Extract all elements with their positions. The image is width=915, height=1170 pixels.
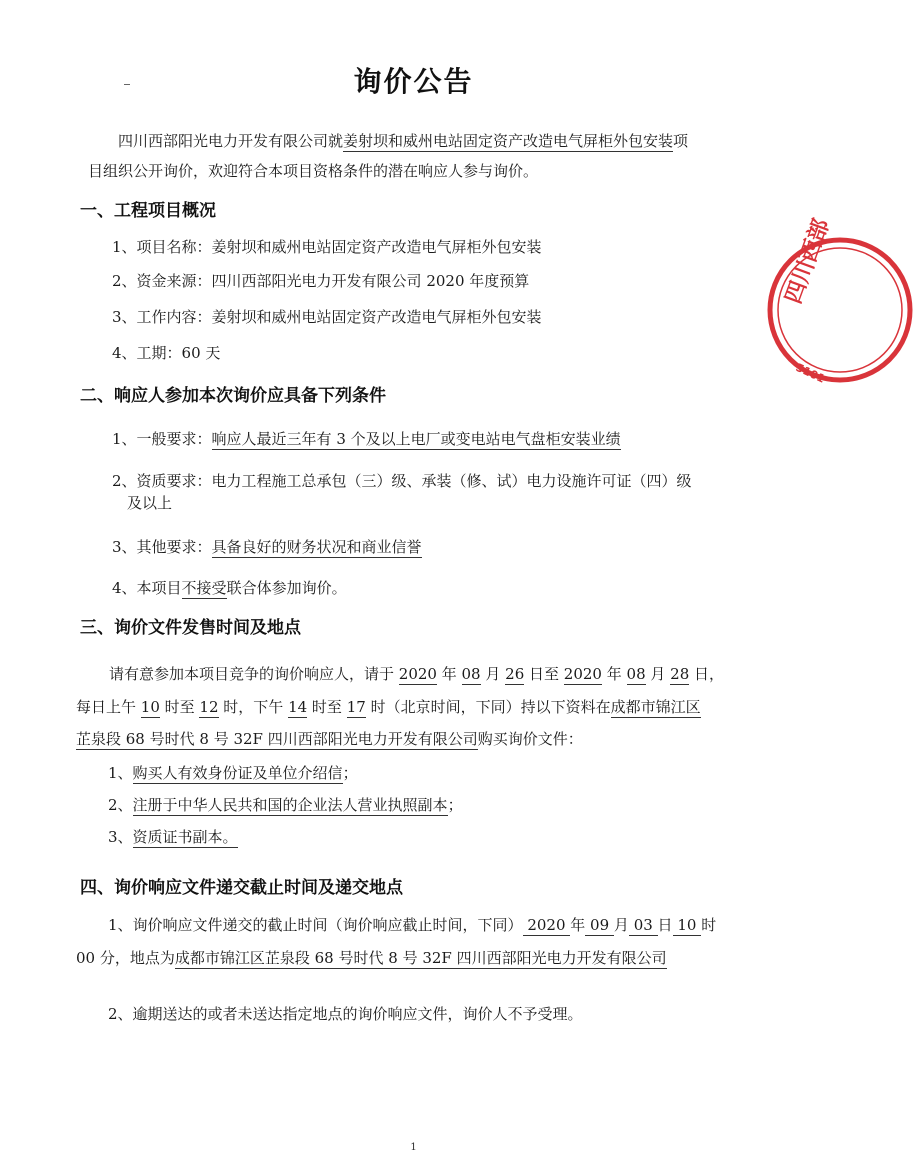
section-1-item-2: 2、资金来源：四川西部阳光电力开发有限公司 2020 年度预算 (112, 272, 530, 290)
company-seal (765, 215, 915, 386)
intro-line-2: 目组织公开询价，欢迎符合本项目资格条件的潜在响应人参与询价。 (88, 162, 539, 180)
section-2-item-2-line-1: 2、资质要求：电力工程施工总承包（三）级、承装（修、试）电力设施许可证（四）级 (112, 472, 692, 490)
section-3-para-line-1: 请有意参加本项目竞争的询价响应人，请于 2020 年 08 月 26 日至 2020 年 08 月 28 日， (109, 665, 725, 683)
section-2-item-2-line-2: 及以上 (127, 494, 173, 512)
section-3-item-3: 3、资质证书副本。 (108, 828, 238, 846)
section-2-item-3: 3、其他要求：具备良好的财务状况和商业信誉 (112, 538, 422, 556)
section-2-item-1: 1、一般要求：响应人最近三年有 3 个及以上电厂或变电站电气盘柜安装业绩 (112, 430, 621, 448)
seal-text: 四川西部 (781, 215, 835, 308)
page-number: 1 (410, 1142, 417, 1153)
seal-outer-ring (770, 240, 910, 380)
section-1-item-1: 1、项目名称：姜射坝和威州电站固定资产改造电气屏柜外包安装 (112, 238, 542, 256)
project-name-underlined: 姜射坝和威州电站固定资产改造电气屏柜外包安装 (343, 132, 674, 150)
section-1-item-4: 4、工期：60 天 (112, 344, 221, 362)
section-3-item-1: 1、购买人有效身份证及单位介绍信； (108, 764, 358, 782)
sale-address: 芷泉段 68 号时代 8 号 32F 四川西部阳光电力开发有限公司 (76, 730, 478, 748)
section-4-para-line-1: 1、询价响应文件递交的截止时间（询价响应截止时间，下同） 2020 年 09 月 03 日 10 时 (108, 916, 717, 934)
section-2-item-4: 4、本项目不接受联合体参加询价。 (112, 579, 347, 597)
section-4-heading: 四、询价响应文件递交截止时间及递交地点 (80, 878, 403, 898)
section-1-heading: 一、工程项目概况 (80, 201, 216, 221)
seal-code: 5101 (793, 360, 827, 386)
section-4-para-line-2: 00 分，地点为成都市锦江区芷泉段 68 号时代 8 号 32F 四川西部阳光电力开发有限公司 (76, 949, 667, 967)
submission-address: 成都市锦江区芷泉段 68 号时代 8 号 32F 四川西部阳光电力开发有限公司 (174, 949, 667, 967)
page-title: 询价公告 (353, 65, 474, 98)
intro-line-1: 四川西部阳光电力开发有限公司就姜射坝和威州电站固定资产改造电气屏柜外包安装项 (118, 132, 689, 150)
section-2-heading: 二、响应人参加本次询价应具备下列条件 (80, 386, 386, 406)
section-3-para-line-2: 每日上午 10 时至 12 时，下午 14 时至 17 时（北京时间，下同）持以下资料在成都市锦江区 (76, 698, 701, 716)
section-3-para-line-3: 芷泉段 68 号时代 8 号 32F 四川西部阳光电力开发有限公司购买询价文件： (76, 730, 583, 748)
section-1-item-3: 3、工作内容：姜射坝和威州电站固定资产改造电气屏柜外包安装 (112, 308, 542, 326)
section-4-para-2: 2、逾期送达的或者未送达指定地点的询价响应文件，询价人不予受理。 (108, 1005, 583, 1023)
section-3-heading: 三、询价文件发售时间及地点 (80, 618, 301, 638)
section-3-item-2: 2、注册于中华人民共和国的企业法人营业执照副本； (108, 796, 463, 814)
